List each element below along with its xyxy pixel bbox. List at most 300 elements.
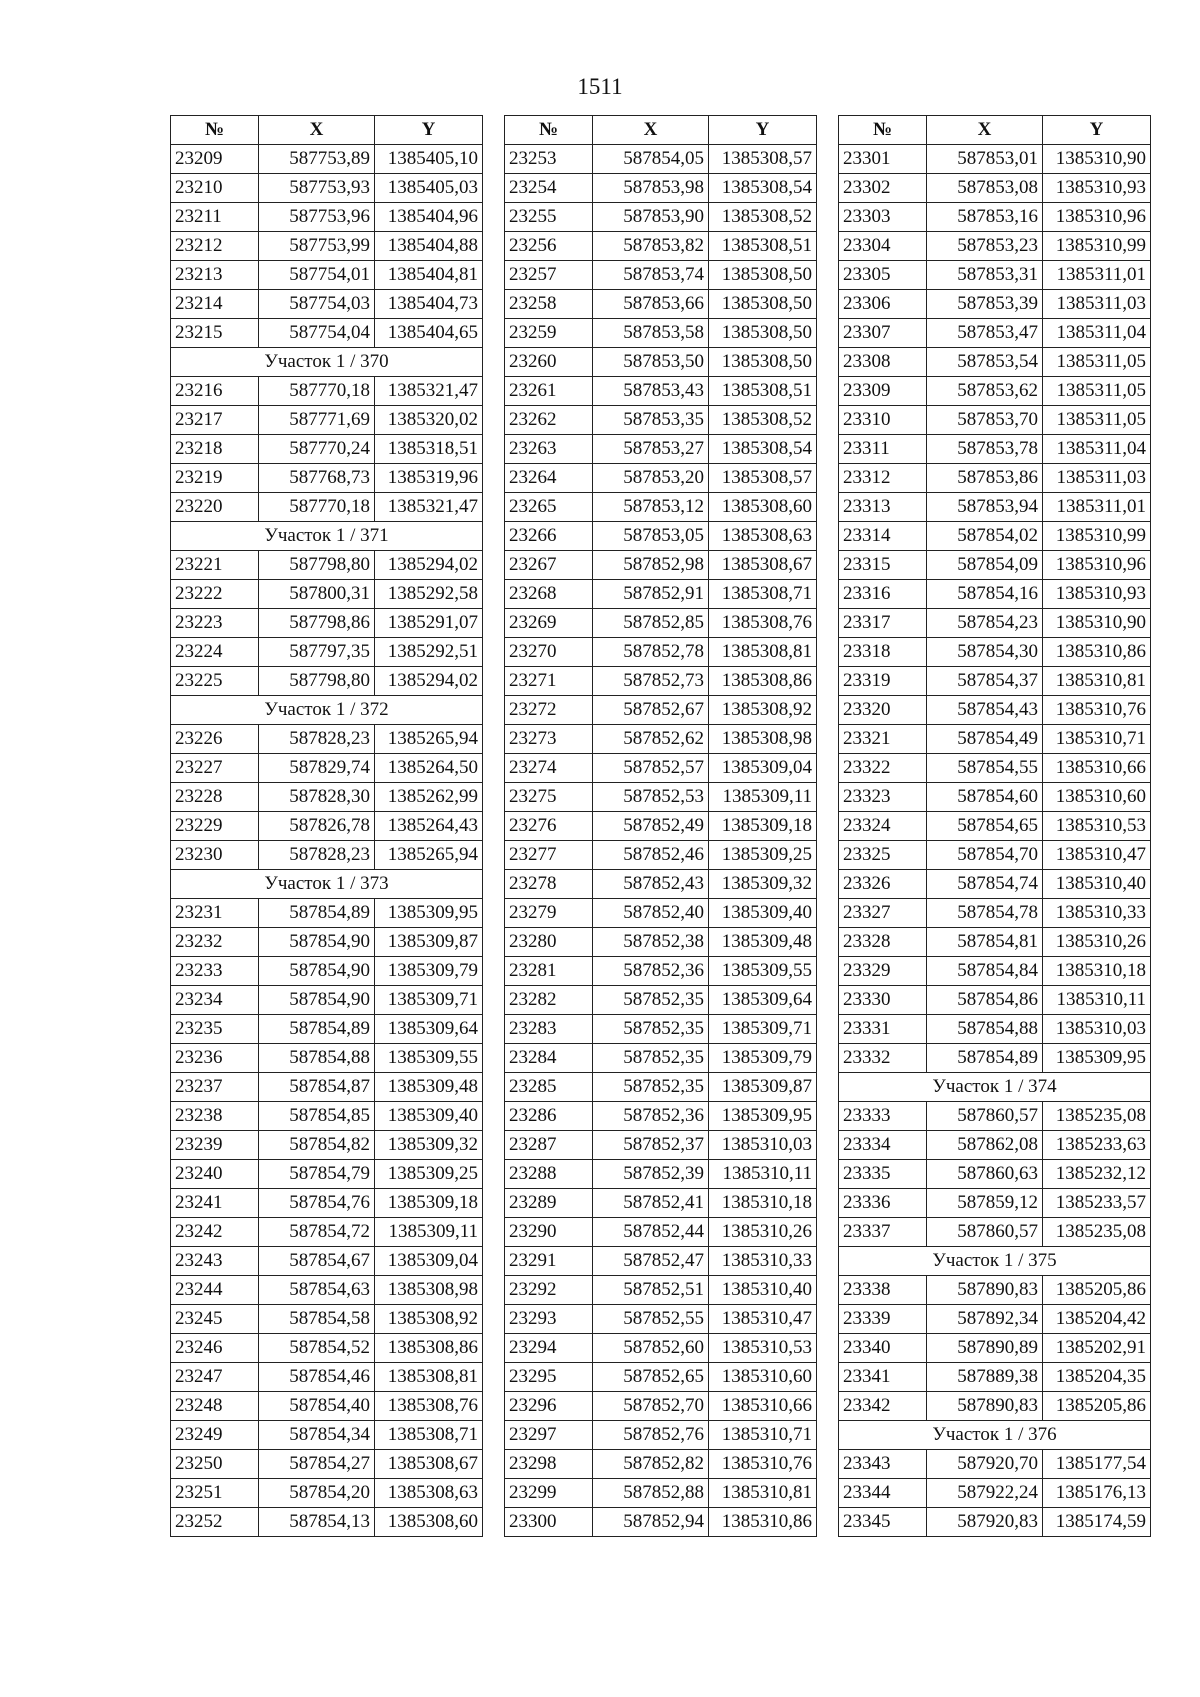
y-coordinate-cell: 1385310,99 — [1043, 232, 1151, 261]
table-row — [171, 812, 483, 841]
table-row — [505, 1334, 817, 1363]
x-coordinate-cell: 587852,38 — [593, 928, 709, 957]
y-coordinate-cell: 1385262,99 — [375, 783, 483, 812]
x-coordinate-cell: 587852,91 — [593, 580, 709, 609]
table-row — [505, 1508, 817, 1537]
point-number-cell: 23267 — [505, 551, 593, 580]
point-number-cell: 23339 — [839, 1305, 927, 1334]
x-coordinate-cell: 587854,37 — [927, 667, 1043, 696]
point-number-cell: 23290 — [505, 1218, 593, 1247]
point-number-cell: 23265 — [505, 493, 593, 522]
y-coordinate-cell: 1385310,11 — [1043, 986, 1151, 1015]
point-number-cell: 23320 — [839, 696, 927, 725]
y-coordinate-cell: 1385308,50 — [709, 348, 817, 377]
column-header-x: X — [259, 116, 375, 145]
x-coordinate-cell: 587768,73 — [259, 464, 375, 493]
x-coordinate-cell: 587853,90 — [593, 203, 709, 232]
point-number-cell: 23218 — [171, 435, 259, 464]
y-coordinate-cell: 1385308,51 — [709, 232, 817, 261]
x-coordinate-cell: 587860,57 — [927, 1102, 1043, 1131]
point-number-cell: 23263 — [505, 435, 593, 464]
y-coordinate-cell: 1385405,03 — [375, 174, 483, 203]
x-coordinate-cell: 587853,23 — [927, 232, 1043, 261]
x-coordinate-cell: 587828,23 — [259, 841, 375, 870]
point-number-cell: 23331 — [839, 1015, 927, 1044]
x-coordinate-cell: 587860,63 — [927, 1160, 1043, 1189]
x-coordinate-cell: 587852,73 — [593, 667, 709, 696]
table-row — [505, 754, 817, 783]
column-header-number: № — [839, 116, 927, 145]
table-row — [171, 1218, 483, 1247]
x-coordinate-cell: 587797,35 — [259, 638, 375, 667]
x-coordinate-cell: 587853,12 — [593, 493, 709, 522]
y-coordinate-cell: 1385310,99 — [1043, 522, 1151, 551]
x-coordinate-cell: 587920,83 — [927, 1508, 1043, 1537]
table-row — [505, 145, 817, 174]
y-coordinate-cell: 1385309,11 — [709, 783, 817, 812]
y-coordinate-cell: 1385310,86 — [709, 1508, 817, 1537]
table-row — [171, 1421, 483, 1450]
x-coordinate-cell: 587852,39 — [593, 1160, 709, 1189]
table-row — [839, 493, 1151, 522]
table-row — [839, 1276, 1151, 1305]
table-row — [839, 1392, 1151, 1421]
point-number-cell: 23325 — [839, 841, 927, 870]
y-coordinate-cell: 1385308,86 — [375, 1334, 483, 1363]
table-row — [171, 580, 483, 609]
table-row — [171, 1508, 483, 1537]
table-row — [171, 1247, 483, 1276]
point-number-cell: 23269 — [505, 609, 593, 638]
point-number-cell: 23344 — [839, 1479, 927, 1508]
table-row — [839, 261, 1151, 290]
table-row — [839, 986, 1151, 1015]
x-coordinate-cell: 587854,05 — [593, 145, 709, 174]
x-coordinate-cell: 587853,31 — [927, 261, 1043, 290]
y-coordinate-cell: 1385308,57 — [709, 145, 817, 174]
x-coordinate-cell: 587890,83 — [927, 1392, 1043, 1421]
x-coordinate-cell: 587852,36 — [593, 1102, 709, 1131]
x-coordinate-cell: 587853,39 — [927, 290, 1043, 319]
y-coordinate-cell: 1385311,01 — [1043, 261, 1151, 290]
y-coordinate-cell: 1385308,60 — [709, 493, 817, 522]
section-title: Участок 1 / 373 — [171, 870, 483, 899]
y-coordinate-cell: 1385308,67 — [709, 551, 817, 580]
table-row — [839, 1450, 1151, 1479]
point-number-cell: 23330 — [839, 986, 927, 1015]
y-coordinate-cell: 1385308,98 — [709, 725, 817, 754]
x-coordinate-cell: 587826,78 — [259, 812, 375, 841]
point-number-cell: 23301 — [839, 145, 927, 174]
y-coordinate-cell: 1385310,60 — [1043, 783, 1151, 812]
x-coordinate-cell: 587753,93 — [259, 174, 375, 203]
table-row — [839, 290, 1151, 319]
x-coordinate-cell: 587853,82 — [593, 232, 709, 261]
x-coordinate-cell: 587854,63 — [259, 1276, 375, 1305]
point-number-cell: 23293 — [505, 1305, 593, 1334]
y-coordinate-cell: 1385321,47 — [375, 377, 483, 406]
x-coordinate-cell: 587854,52 — [259, 1334, 375, 1363]
table-row — [505, 870, 817, 899]
point-number-cell: 23239 — [171, 1131, 259, 1160]
y-coordinate-cell: 1385308,71 — [375, 1421, 483, 1450]
y-coordinate-cell: 1385309,71 — [709, 1015, 817, 1044]
x-coordinate-cell: 587853,47 — [927, 319, 1043, 348]
y-coordinate-cell: 1385309,95 — [709, 1102, 817, 1131]
column-header-y: Y — [709, 116, 817, 145]
x-coordinate-cell: 587854,20 — [259, 1479, 375, 1508]
point-number-cell: 23235 — [171, 1015, 259, 1044]
y-coordinate-cell: 1385310,86 — [1043, 638, 1151, 667]
x-coordinate-cell: 587854,23 — [927, 609, 1043, 638]
x-coordinate-cell: 587854,30 — [927, 638, 1043, 667]
point-number-cell: 23308 — [839, 348, 927, 377]
x-coordinate-cell: 587853,70 — [927, 406, 1043, 435]
point-number-cell: 23252 — [171, 1508, 259, 1537]
table-row — [171, 290, 483, 319]
point-number-cell: 23336 — [839, 1189, 927, 1218]
table-header-row — [505, 116, 817, 145]
table-row — [839, 551, 1151, 580]
point-number-cell: 23250 — [171, 1450, 259, 1479]
y-coordinate-cell: 1385205,86 — [1043, 1392, 1151, 1421]
point-number-cell: 23314 — [839, 522, 927, 551]
point-number-cell: 23278 — [505, 870, 593, 899]
table-row — [839, 580, 1151, 609]
x-coordinate-cell: 587854,85 — [259, 1102, 375, 1131]
table-row — [171, 783, 483, 812]
y-coordinate-cell: 1385310,93 — [1043, 174, 1151, 203]
table-row — [839, 1015, 1151, 1044]
y-coordinate-cell: 1385308,86 — [709, 667, 817, 696]
table-row — [505, 1218, 817, 1247]
y-coordinate-cell: 1385264,43 — [375, 812, 483, 841]
y-coordinate-cell: 1385311,03 — [1043, 464, 1151, 493]
x-coordinate-cell: 587854,09 — [927, 551, 1043, 580]
y-coordinate-cell: 1385405,10 — [375, 145, 483, 174]
table-row — [505, 1421, 817, 1450]
column-header-number: № — [505, 116, 593, 145]
section-title: Участок 1 / 375 — [839, 1247, 1151, 1276]
y-coordinate-cell: 1385311,04 — [1043, 435, 1151, 464]
table-row — [505, 174, 817, 203]
y-coordinate-cell: 1385291,07 — [375, 609, 483, 638]
x-coordinate-cell: 587852,36 — [593, 957, 709, 986]
y-coordinate-cell: 1385309,40 — [709, 899, 817, 928]
coordinate-table-1 — [170, 115, 483, 1537]
y-coordinate-cell: 1385310,47 — [709, 1305, 817, 1334]
y-coordinate-cell: 1385308,50 — [709, 261, 817, 290]
point-number-cell: 23224 — [171, 638, 259, 667]
point-number-cell: 23244 — [171, 1276, 259, 1305]
table-row — [839, 203, 1151, 232]
point-number-cell: 23312 — [839, 464, 927, 493]
point-number-cell: 23257 — [505, 261, 593, 290]
x-coordinate-cell: 587798,80 — [259, 667, 375, 696]
point-number-cell: 23228 — [171, 783, 259, 812]
y-coordinate-cell: 1385308,52 — [709, 406, 817, 435]
point-number-cell: 23223 — [171, 609, 259, 638]
point-number-cell: 23211 — [171, 203, 259, 232]
x-coordinate-cell: 587854,34 — [259, 1421, 375, 1450]
y-coordinate-cell: 1385310,03 — [1043, 1015, 1151, 1044]
y-coordinate-cell: 1385310,18 — [1043, 957, 1151, 986]
x-coordinate-cell: 587854,49 — [927, 725, 1043, 754]
x-coordinate-cell: 587890,89 — [927, 1334, 1043, 1363]
table-row — [839, 232, 1151, 261]
table-row — [171, 638, 483, 667]
table-row — [505, 1160, 817, 1189]
point-number-cell: 23304 — [839, 232, 927, 261]
x-coordinate-cell: 587854,70 — [927, 841, 1043, 870]
table-row — [505, 261, 817, 290]
point-number-cell: 23284 — [505, 1044, 593, 1073]
x-coordinate-cell: 587854,74 — [927, 870, 1043, 899]
y-coordinate-cell: 1385309,64 — [709, 986, 817, 1015]
y-coordinate-cell: 1385320,02 — [375, 406, 483, 435]
table-row — [839, 957, 1151, 986]
x-coordinate-cell: 587852,41 — [593, 1189, 709, 1218]
point-number-cell: 23260 — [505, 348, 593, 377]
x-coordinate-cell: 587853,86 — [927, 464, 1043, 493]
y-coordinate-cell: 1385310,26 — [1043, 928, 1151, 957]
table-row — [171, 261, 483, 290]
point-number-cell: 23271 — [505, 667, 593, 696]
point-number-cell: 23322 — [839, 754, 927, 783]
table-row — [839, 754, 1151, 783]
table-row — [171, 1160, 483, 1189]
x-coordinate-cell: 587852,43 — [593, 870, 709, 899]
y-coordinate-cell: 1385309,04 — [709, 754, 817, 783]
point-number-cell: 23295 — [505, 1363, 593, 1392]
table-row — [505, 667, 817, 696]
x-coordinate-cell: 587854,89 — [259, 899, 375, 928]
y-coordinate-cell: 1385264,50 — [375, 754, 483, 783]
y-coordinate-cell: 1385311,04 — [1043, 319, 1151, 348]
table-row — [839, 1363, 1151, 1392]
x-coordinate-cell: 587853,98 — [593, 174, 709, 203]
table-row — [505, 232, 817, 261]
table-row — [839, 145, 1151, 174]
x-coordinate-cell: 587852,46 — [593, 841, 709, 870]
point-number-cell: 23326 — [839, 870, 927, 899]
y-coordinate-cell: 1385321,47 — [375, 493, 483, 522]
point-number-cell: 23242 — [171, 1218, 259, 1247]
table-row — [839, 841, 1151, 870]
point-number-cell: 23272 — [505, 696, 593, 725]
point-number-cell: 23241 — [171, 1189, 259, 1218]
table-row — [171, 145, 483, 174]
x-coordinate-cell: 587853,58 — [593, 319, 709, 348]
table-row — [171, 1363, 483, 1392]
x-coordinate-cell: 587754,04 — [259, 319, 375, 348]
table-row — [839, 1102, 1151, 1131]
table-row — [839, 899, 1151, 928]
y-coordinate-cell: 1385309,25 — [709, 841, 817, 870]
y-coordinate-cell: 1385310,76 — [709, 1450, 817, 1479]
table-row — [839, 696, 1151, 725]
y-coordinate-cell: 1385404,73 — [375, 290, 483, 319]
table-row — [505, 551, 817, 580]
x-coordinate-cell: 587853,62 — [927, 377, 1043, 406]
x-coordinate-cell: 587852,85 — [593, 609, 709, 638]
table-row — [839, 1334, 1151, 1363]
y-coordinate-cell: 1385308,92 — [709, 696, 817, 725]
x-coordinate-cell: 587853,27 — [593, 435, 709, 464]
section-row — [839, 1247, 1151, 1276]
point-number-cell: 23212 — [171, 232, 259, 261]
y-coordinate-cell: 1385235,08 — [1043, 1102, 1151, 1131]
point-number-cell: 23219 — [171, 464, 259, 493]
point-number-cell: 23313 — [839, 493, 927, 522]
x-coordinate-cell: 587852,60 — [593, 1334, 709, 1363]
x-coordinate-cell: 587853,01 — [927, 145, 1043, 174]
x-coordinate-cell: 587852,94 — [593, 1508, 709, 1537]
table-row — [505, 1247, 817, 1276]
point-number-cell: 23335 — [839, 1160, 927, 1189]
table-row — [505, 522, 817, 551]
y-coordinate-cell: 1385309,79 — [375, 957, 483, 986]
x-coordinate-cell: 587853,74 — [593, 261, 709, 290]
section-row — [839, 1073, 1151, 1102]
section-row — [839, 1421, 1151, 1450]
table-row — [505, 696, 817, 725]
y-coordinate-cell: 1385308,81 — [375, 1363, 483, 1392]
x-coordinate-cell: 587853,16 — [927, 203, 1043, 232]
y-coordinate-cell: 1385308,51 — [709, 377, 817, 406]
y-coordinate-cell: 1385294,02 — [375, 667, 483, 696]
y-coordinate-cell: 1385310,76 — [1043, 696, 1151, 725]
table-row — [839, 725, 1151, 754]
point-number-cell: 23334 — [839, 1131, 927, 1160]
table-row — [505, 1363, 817, 1392]
y-coordinate-cell: 1385309,18 — [709, 812, 817, 841]
point-number-cell: 23261 — [505, 377, 593, 406]
y-coordinate-cell: 1385308,52 — [709, 203, 817, 232]
point-number-cell: 23306 — [839, 290, 927, 319]
y-coordinate-cell: 1385310,33 — [709, 1247, 817, 1276]
x-coordinate-cell: 587854,84 — [927, 957, 1043, 986]
point-number-cell: 23303 — [839, 203, 927, 232]
y-coordinate-cell: 1385310,60 — [709, 1363, 817, 1392]
table-row — [839, 1160, 1151, 1189]
point-number-cell: 23234 — [171, 986, 259, 1015]
table-row — [505, 377, 817, 406]
table-row — [839, 870, 1151, 899]
table-row — [505, 406, 817, 435]
y-coordinate-cell: 1385308,50 — [709, 319, 817, 348]
point-number-cell: 23262 — [505, 406, 593, 435]
table-row — [171, 1450, 483, 1479]
section-title: Участок 1 / 374 — [839, 1073, 1151, 1102]
y-coordinate-cell: 1385309,87 — [709, 1073, 817, 1102]
table-row — [839, 464, 1151, 493]
x-coordinate-cell: 587798,86 — [259, 609, 375, 638]
point-number-cell: 23298 — [505, 1450, 593, 1479]
y-coordinate-cell: 1385310,71 — [1043, 725, 1151, 754]
point-number-cell: 23340 — [839, 1334, 927, 1363]
x-coordinate-cell: 587853,54 — [927, 348, 1043, 377]
point-number-cell: 23216 — [171, 377, 259, 406]
point-number-cell: 23332 — [839, 1044, 927, 1073]
table-row — [171, 319, 483, 348]
table-row — [505, 1305, 817, 1334]
x-coordinate-cell: 587829,74 — [259, 754, 375, 783]
point-number-cell: 23282 — [505, 986, 593, 1015]
y-coordinate-cell: 1385318,51 — [375, 435, 483, 464]
point-number-cell: 23214 — [171, 290, 259, 319]
x-coordinate-cell: 587828,30 — [259, 783, 375, 812]
x-coordinate-cell: 587862,08 — [927, 1131, 1043, 1160]
table-row — [171, 1015, 483, 1044]
point-number-cell: 23220 — [171, 493, 259, 522]
x-coordinate-cell: 587853,94 — [927, 493, 1043, 522]
table-row — [171, 957, 483, 986]
section-row — [171, 348, 483, 377]
x-coordinate-cell: 587754,01 — [259, 261, 375, 290]
x-coordinate-cell: 587853,08 — [927, 174, 1043, 203]
x-coordinate-cell: 587854,87 — [259, 1073, 375, 1102]
table-row — [839, 1189, 1151, 1218]
y-coordinate-cell: 1385310,66 — [709, 1392, 817, 1421]
table-row — [505, 435, 817, 464]
y-coordinate-cell: 1385204,42 — [1043, 1305, 1151, 1334]
x-coordinate-cell: 587852,37 — [593, 1131, 709, 1160]
y-coordinate-cell: 1385310,33 — [1043, 899, 1151, 928]
point-number-cell: 23238 — [171, 1102, 259, 1131]
point-number-cell: 23285 — [505, 1073, 593, 1102]
x-coordinate-cell: 587854,02 — [927, 522, 1043, 551]
point-number-cell: 23345 — [839, 1508, 927, 1537]
table-row — [505, 986, 817, 1015]
table-row — [839, 1131, 1151, 1160]
x-coordinate-cell: 587798,80 — [259, 551, 375, 580]
x-coordinate-cell: 587852,65 — [593, 1363, 709, 1392]
x-coordinate-cell: 587852,62 — [593, 725, 709, 754]
point-number-cell: 23292 — [505, 1276, 593, 1305]
x-coordinate-cell: 587922,24 — [927, 1479, 1043, 1508]
y-coordinate-cell: 1385204,35 — [1043, 1363, 1151, 1392]
table-row — [505, 203, 817, 232]
column-header-x: X — [927, 116, 1043, 145]
point-number-cell: 23229 — [171, 812, 259, 841]
y-coordinate-cell: 1385232,12 — [1043, 1160, 1151, 1189]
point-number-cell: 23299 — [505, 1479, 593, 1508]
table-row — [171, 406, 483, 435]
x-coordinate-cell: 587753,96 — [259, 203, 375, 232]
point-number-cell: 23323 — [839, 783, 927, 812]
x-coordinate-cell: 587854,27 — [259, 1450, 375, 1479]
table-row — [505, 1044, 817, 1073]
y-coordinate-cell: 1385177,54 — [1043, 1450, 1151, 1479]
y-coordinate-cell: 1385265,94 — [375, 841, 483, 870]
y-coordinate-cell: 1385311,01 — [1043, 493, 1151, 522]
point-number-cell: 23209 — [171, 145, 259, 174]
y-coordinate-cell: 1385174,59 — [1043, 1508, 1151, 1537]
table-row — [505, 1189, 817, 1218]
table-row — [171, 377, 483, 406]
table-row — [505, 580, 817, 609]
table-row — [839, 1044, 1151, 1073]
x-coordinate-cell: 587753,89 — [259, 145, 375, 174]
y-coordinate-cell: 1385310,03 — [709, 1131, 817, 1160]
x-coordinate-cell: 587852,76 — [593, 1421, 709, 1450]
table-row — [505, 783, 817, 812]
point-number-cell: 23310 — [839, 406, 927, 435]
table-row — [839, 1479, 1151, 1508]
point-number-cell: 23215 — [171, 319, 259, 348]
table-row — [171, 986, 483, 1015]
